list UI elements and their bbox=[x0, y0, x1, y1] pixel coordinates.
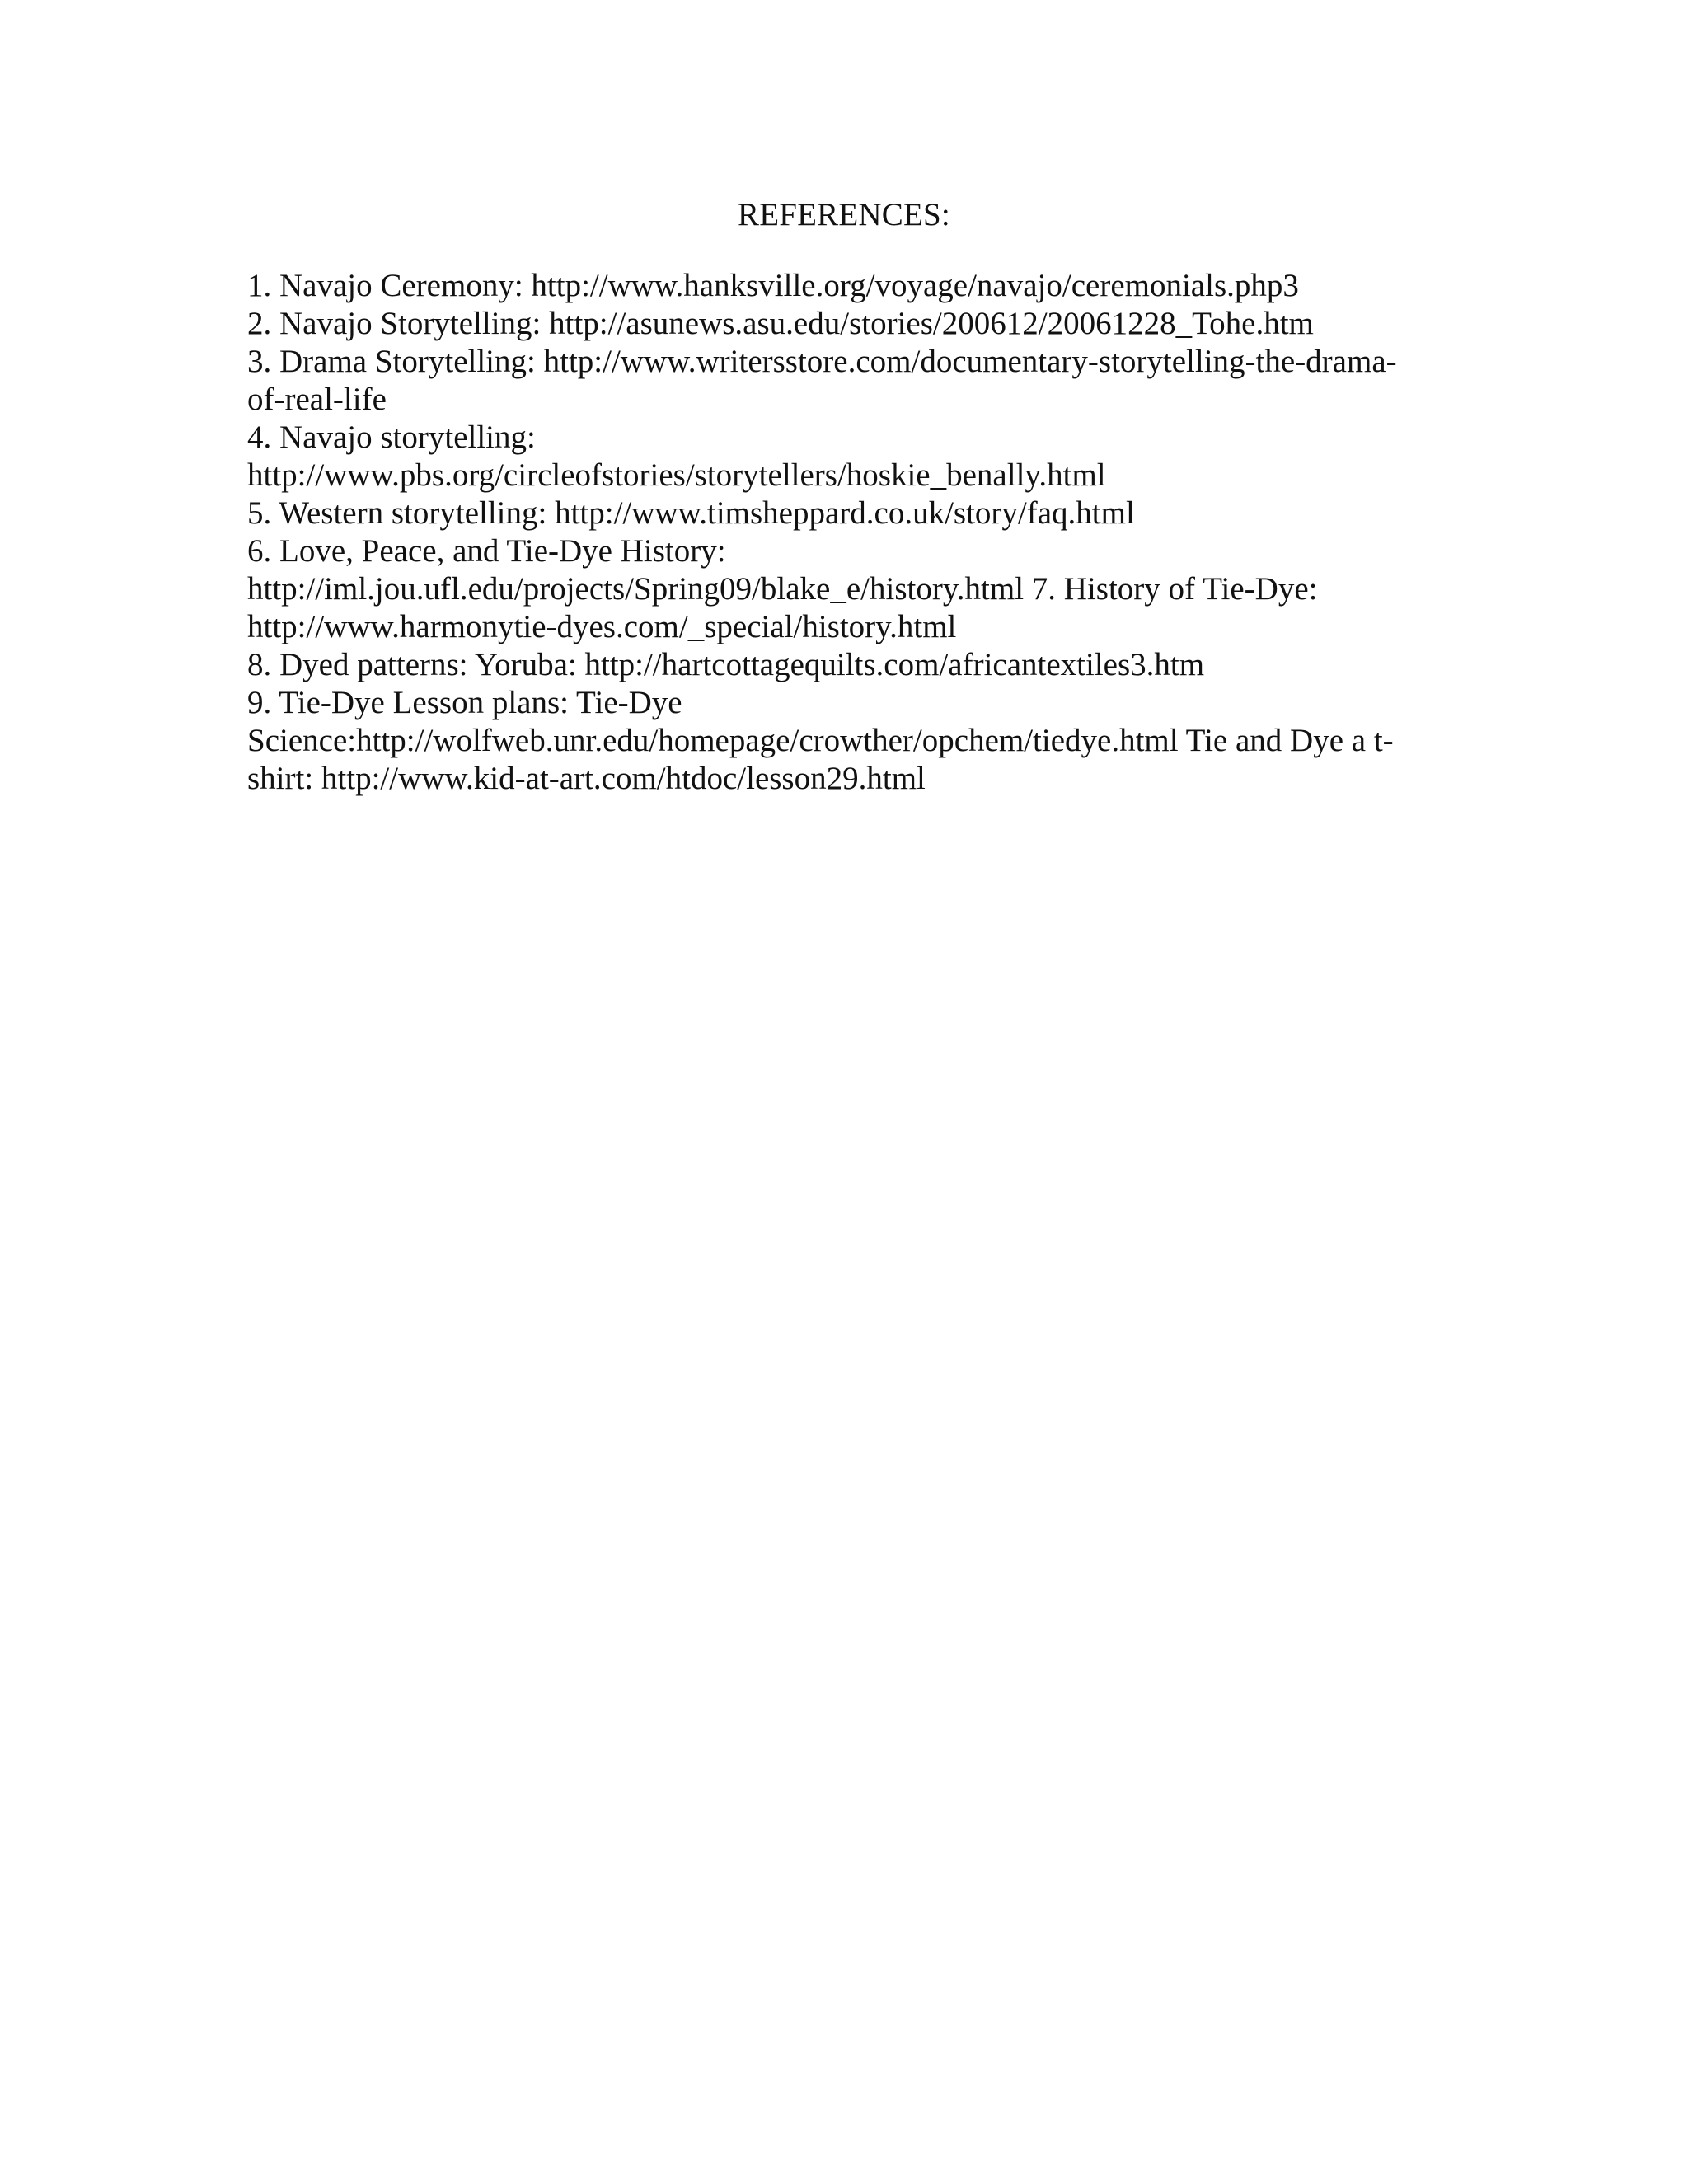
reference-line: of-real-life bbox=[247, 382, 387, 417]
reference-line: 1. Navajo Ceremony: http://www.hanksville.org/voyage/navajo/ceremonials.php3 bbox=[247, 268, 1299, 303]
reference-line: 3. Drama Storytelling: http://www.writersstore.com/documentary-storytelling-the-drama- bbox=[247, 344, 1397, 379]
reference-line: 9. Tie-Dye Lesson plans: Tie-Dye bbox=[247, 685, 682, 720]
reference-line: 2. Navajo Storytelling: http://asunews.asu.edu/stories/200612/20061228_Tohe.htm bbox=[247, 306, 1314, 341]
reference-line: 4. Navajo storytelling: bbox=[247, 419, 536, 455]
reference-line: Science:http://wolfweb.unr.edu/homepage/crowther/opchem/tiedye.html Tie and Dye a t- bbox=[247, 723, 1394, 758]
reference-line: 5. Western storytelling: http://www.timsheppard.co.uk/story/faq.html bbox=[247, 495, 1135, 531]
references-list bbox=[247, 267, 1442, 798]
reference-line: http://iml.jou.ufl.edu/projects/Spring09/blake_e/history.html 7. History of Tie-Dye: bbox=[247, 571, 1318, 607]
reference-line: 6. Love, Peace, and Tie-Dye History: bbox=[247, 533, 726, 569]
reference-line: 8. Dyed patterns: Yoruba: http://hartcottagequilts.com/africantextiles3.htm bbox=[247, 647, 1205, 682]
reference-line: http://www.pbs.org/circleofstories/storytellers/hoskie_benally.html bbox=[247, 457, 1106, 493]
reference-line: http://www.harmonytie-dyes.com/_special/history.html bbox=[247, 609, 957, 644]
references-heading: REFERENCES: bbox=[738, 197, 950, 232]
reference-line: shirt: http://www.kid-at-art.com/htdoc/lesson29.html bbox=[247, 761, 926, 796]
